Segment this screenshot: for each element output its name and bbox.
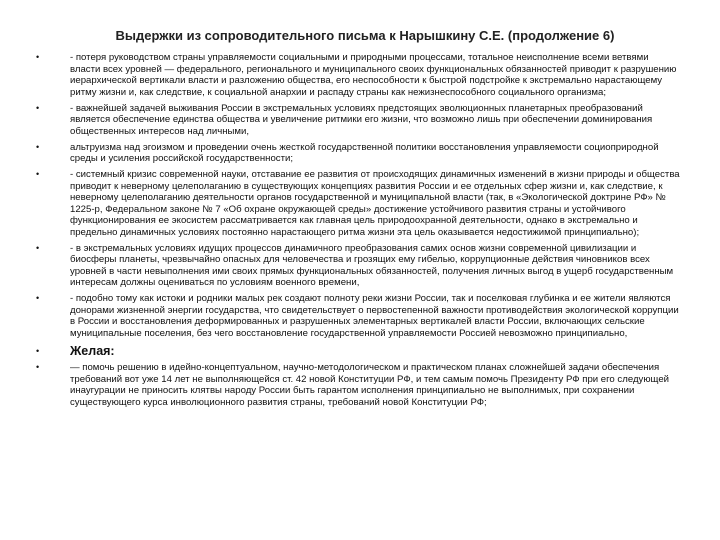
- list-item-text: — помочь решению в идейно-концептуальном, научно-методологическом и практическом планах сложнейшей задачи обеспечения требований вот уже 14 лет не выполняющейся ст. 42 новой Конституции РФ, и тем самым помочь Президенту РФ при его следующей инаугурации не приносить клятвы народу России быть гарантом исполнения принципиально не выполнимых, при сохранении существующего курса инволюционного развития страны, требований новой Конституции РФ;: [70, 362, 670, 408]
- bullet-icon: •: [36, 141, 40, 152]
- list-item-heading: [30, 344, 680, 358]
- list-item-text: - важнейшей задачей выживания России в экстремальных условиях предстоящих эволюционных планетарных преобразований является обеспечение единства общества и увеличение ритмики его жизни, что возможно лишь при обеспечении доминирования общественных интересов над личными,: [70, 102, 653, 137]
- bullet-icon: •: [36, 52, 40, 62]
- list-item-text: - потеря руководством страны управляемости социальными и природными процессами, тотальное неисполнение всеми ветвями власти всех уровней — федерального, регионального и муниципального своих функциональных обязанностей приводит к разрушению иерархической вертикали власти и разложению общества, его неспособности к быстрой подстройке к экстремально нарастающему ритму жизни и, как следствие, к социальной анархии и распаду страны как нежизнеспособного социального организма;: [70, 52, 677, 98]
- list-item: [30, 103, 680, 138]
- bullet-list: [30, 52, 680, 413]
- list-item: [30, 243, 680, 289]
- list-item: [30, 169, 680, 238]
- bullet-icon: •: [36, 346, 40, 357]
- list-item: [30, 293, 680, 339]
- bullet-icon: •: [36, 242, 40, 253]
- list-item-text: - подобно тому как истоки и родники малых рек создают полноту реки жизни России, так и поселковая глубинка и ее жители являются донорами жизненной энергии государства, что свидетельствует о первостепенной важности противодействия экологической коррупции в России и восстановления деформированных и разрушенных элементарных вертикалей власти России, включающих сельские муниципальные поселения, без чего восстановление государственной управляемости Россией невозможно принципиально,: [70, 293, 679, 339]
- list-item-text: - системный кризис современной науки, отставание ее развития от происходящих динамичных изменений в жизни природы и общества приводит к неверному целеполаганию в существующих концепциях развития России и ее отдельных сфер жизни и, как следствие, к неверному целеполаганию деятельности органов государственной и муниципальной власти (так, в «Экологической доктрине РФ» № 1225-р, Федеральном законе № 7 «Об охране окружающей среды» достижение устойчивого развития страны и устойчивого функционирования ее экосистем рассматривается как главная цель природоохранной деятельности, однако в экстремально и предельно динамичных условиях постоянно нарастающего ритма жизни эта цель оказывается недостижимой принципиально);: [70, 169, 680, 238]
- list-item: [30, 52, 680, 98]
- bullet-icon: •: [36, 169, 40, 180]
- bullet-icon: •: [36, 362, 40, 373]
- list-item-text: Желая:: [70, 344, 115, 359]
- slide-title: Выдержки из сопроводительного письма к Нарышкину С.Е. (продолжение 6): [115, 28, 615, 43]
- list-item-text: альтруизма над эгоизмом и проведении очень жесткой государственной политики восстановления управляемости социоприродной среды и усиления российской государственности;: [70, 141, 659, 165]
- list-item-text: - в экстремальных условиях идущих процессов динамичного преобразования самих основ жизни современной цивилизации и биосферы планеты, чрезвычайно опасных для человечества и грозящих ему гибелью, коррупционные действия чиновников всех уровней в части невыполнения ими своих прямых функциональных обязанностей, получения личных выгод в ущерб государственным интересам должны оцениваться по условиям военного времени,: [70, 242, 674, 289]
- list-item: [30, 142, 680, 165]
- list-item: [30, 362, 680, 408]
- bullet-icon: •: [36, 102, 40, 113]
- bullet-icon: •: [36, 293, 40, 304]
